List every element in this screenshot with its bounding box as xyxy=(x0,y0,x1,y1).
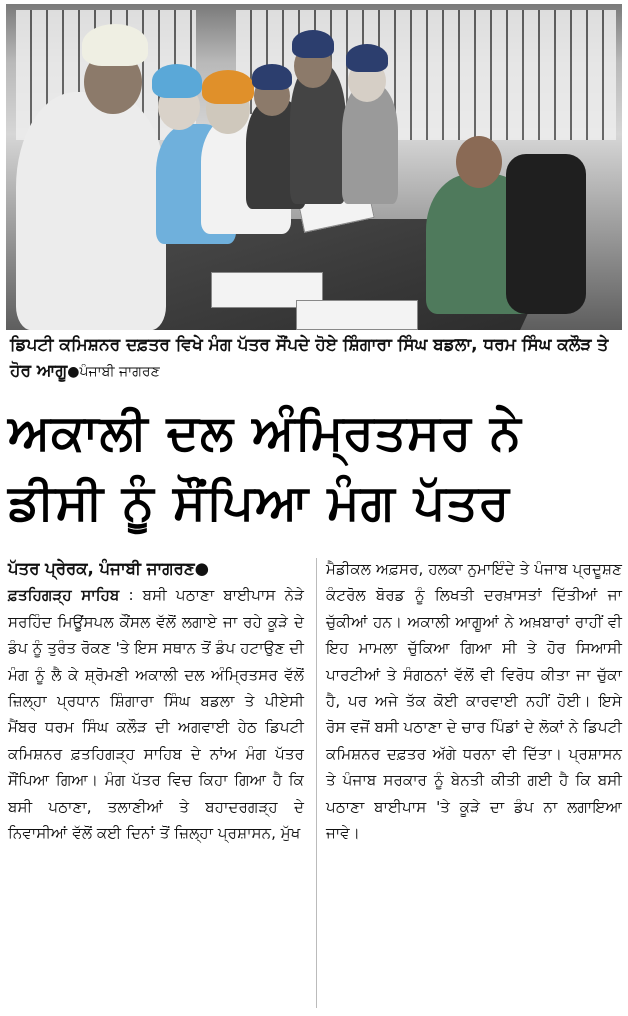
turban-saffron xyxy=(202,70,254,104)
turban-navy xyxy=(346,44,388,72)
turban-navy xyxy=(292,30,334,58)
caption-source: ●ਪੰਜਾਬੀ ਜਾਗਰਣ xyxy=(67,364,160,380)
person-grey xyxy=(342,84,398,204)
headline-line-2: ਡੀਸੀ ਨੂੰ ਸੌਂਪਿਆ ਮੰਗ ਪੱਤਰ xyxy=(8,474,511,531)
article-body-left: : ਬਸੀ ਪਠਾਣਾ ਬਾਈਪਾਸ ਨੇੜੇ ਸਰਹਿੰਦ ਮਿਊਂਸਪਲ ਕੌਂਸਲ ਵੱਲੋਂ ਲਗਾਏ ਜਾ ਰਹੇ ਕੂੜੇ ਦੇ ਡੰਪ ਨੂੰ ਤੁਰੰਤ ਰੋਕਣ 'ਤੇ ਇਸ ਸਥਾਨ ਤੋਂ ਡੰਪ ਹਟਾਉਣ ਦੀ ਮੰਗ ਨੂੰ ਲੈ ਕੇ ਸ਼੍ਰੋਮਣੀ ਅਕਾਲੀ ਦਲ ਅੰਮ੍ਰਿਤਸਰ ਵੱਲੋਂ ਜ਼ਿਲ੍ਹਾ ਪ੍ਰਧਾਨ ਸ਼ਿੰਗਾਰਾ ਸਿੰਘ ਬਡਲਾ ਤੇ ਪੀਏਸੀ ਮੈਂਬਰ ਧਰਮ ਸਿੰਘ ਕਲੌੜ ਦੀ ਅਗਵਾਈ ਹੇਠ ਡਿਪਟੀ ਕਮਿਸ਼ਨਰ ਫ਼ਤਹਿਗੜ੍ਹ ਸਾਹਿਬ ਦੇ ਨਾਂਅ ਮੰਗ ਪੱਤਰ ਸੌਂਪਿਆ ਗਿਆ। ਮੰਗ ਪੱਤਰ ਵਿਚ ਕਿਹਾ ਗਿਆ ਹੈ ਕਿ ਬਸੀ ਪਠਾਣਾ, ਤਲਾਣੀਆਂ ਤੇ ਬਹਾਦਰਗੜ੍ਹ ਦੇ ਨਿਵਾਸੀਆਂ ਵੱਲੋਂ ਕਈ ਦਿਨਾਂ ਤੋਂ ਜ਼ਿਲ੍ਹਾ ਪ੍ਰਸ਼ਾਸਨ, ਮੁੱਖ xyxy=(8,586,304,843)
dateline: ਫ਼ਤਹਿਗੜ੍ਹ ਸਾਹਿਬ xyxy=(8,586,120,605)
article-column-left xyxy=(8,556,304,846)
photo-caption xyxy=(10,332,618,385)
person-white-kurta xyxy=(16,92,166,330)
byline: ਪੱਤਰ ਪ੍ਰੇਰਕ, ਪੰਜਾਬੀ ਜਾਗਰਣ● xyxy=(8,559,210,578)
caption-text: ਡਿਪਟੀ ਕਮਿਸ਼ਨਰ ਦਫ਼ਤਰ ਵਿਖੇ ਮੰਗ ਪੱਤਰ ਸੌਂਪਦੇ ਹੋਏ ਸ਼ਿੰਗਾਰਾ ਸਿੰਘ ਬਡਲਾ, ਧਰਮ ਸਿੰਘ ਕਲੌੜ ਤੇ ਹੋਰ ਆਗੂ xyxy=(10,335,609,381)
face xyxy=(456,136,502,188)
papers xyxy=(296,300,418,330)
headline-line-1: ਅਕਾਲੀ ਦਲ ਅੰਮ੍ਰਿਤਸਰ ਨੇ xyxy=(8,404,522,461)
news-photo xyxy=(6,4,622,330)
office-chair xyxy=(506,154,586,314)
headline xyxy=(8,398,620,538)
turban-blue xyxy=(152,64,202,98)
turban-navy xyxy=(252,64,292,90)
article-column-right xyxy=(326,556,622,846)
article-body-right: ਮੈਡੀਕਲ ਅਫ਼ਸਰ, ਹਲਕਾ ਨੁਮਾਇੰਦੇ ਤੇ ਪੰਜਾਬ ਪ੍ਰਦੂਸ਼ਣ ਕੰਟਰੋਲ ਬੋਰਡ ਨੂੰ ਲਿਖਤੀ ਦਰਖ਼ਾਸਤਾਂ ਦਿੱਤੀਆਂ ਜਾ ਚੁੱਕੀਆਂ ਹਨ। ਅਕਾਲੀ ਆਗੂਆਂ ਨੇ ਅਖ਼ਬਾਰਾਂ ਰਾਹੀਂ ਵੀ ਇਹ ਮਾਮਲਾ ਚੁੱਕਿਆ ਗਿਆ ਸੀ ਤੇ ਹੋਰ ਸਿਆਸੀ ਪਾਰਟੀਆਂ ਤੇ ਸੰਗਠਨਾਂ ਵੱਲੋਂ ਵੀ ਵਿਰੋਧ ਕੀਤਾ ਜਾ ਚੁੱਕਾ ਹੈ, ਪਰ ਅਜੇ ਤੱਕ ਕੋਈ ਕਾਰਵਾਈ ਨਹੀਂ ਹੋਈ। ਇਸੇ ਰੋਸ ਵਜੋਂ ਬਸੀ ਪਠਾਣਾ ਦੇ ਚਾਰ ਪਿੰਡਾਂ ਦੇ ਲੋਕਾਂ ਨੇ ਡਿਪਟੀ ਕਮਿਸ਼ਨਰ ਦਫ਼ਤਰ ਅੱਗੇ ਧਰਨਾ ਵੀ ਦਿੱਤਾ। ਪ੍ਰਸ਼ਾਸਨ ਤੇ ਪੰਜਾਬ ਸਰਕਾਰ ਨੂੰ ਬੇਨਤੀ ਕੀਤੀ ਗਈ ਹੈ ਕਿ ਬਸੀ ਪਠਾਣਾ ਬਾਈਪਾਸ 'ਤੇ ਕੂੜੇ ਦਾ ਡੰਪ ਨਾ ਲਗਾਇਆ ਜਾਵੇ। xyxy=(326,560,622,843)
column-divider xyxy=(316,558,317,1008)
turban-cream xyxy=(82,24,148,66)
